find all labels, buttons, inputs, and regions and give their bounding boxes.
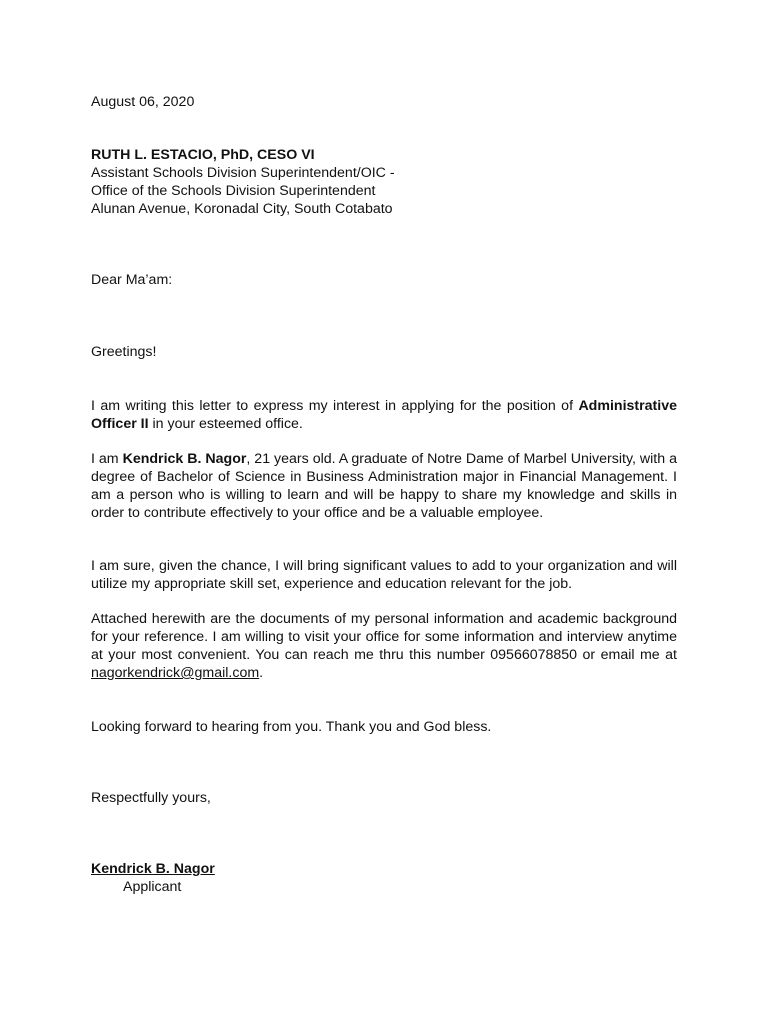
paragraph-intent bbox=[91, 397, 677, 433]
paragraph-intent-text-end: in your esteemed office. bbox=[148, 416, 303, 432]
paragraph-background-text: I am bbox=[91, 451, 123, 467]
paragraph-values: I am sure, given the chance, I will bring significant values to add to your organization and will utilize my appropriate skill set, experience and education relevant for the job. bbox=[91, 558, 677, 592]
salutation: Dear Ma’am: bbox=[91, 272, 173, 288]
closing-line: Looking forward to hearing from you. Thank you and God bless. bbox=[91, 719, 492, 735]
complimentary-close: Respectfully yours, bbox=[91, 790, 211, 806]
signature-block bbox=[91, 860, 677, 896]
paragraph-contact bbox=[91, 610, 677, 682]
greeting: Greetings! bbox=[91, 344, 157, 360]
recipient-address: Alunan Avenue, Koronadal City, South Cotabato bbox=[91, 201, 393, 217]
paragraph-contact-text: Attached herewith are the documents of my personal information and academic background for your reference. I am willing to visit your office for some information and interview anytime at your most convenient. You can reach me thru this number 09566078850 or email me at bbox=[91, 611, 677, 663]
paragraph-background-text-end: , 21 years old. A graduate of Notre Dame of Marbel University, with a degree of Bachelor of Science in Business Administration major in Financial Management. I am a person who is willing to learn and will be happy to share my knowledge and skills in order to contribute effectively to your office and be a valuable employee. bbox=[91, 451, 677, 521]
paragraph-intent-text: I am writing this letter to express my interest in applying for the position of bbox=[91, 398, 579, 414]
recipient-name: RUTH L. ESTACIO, PhD, CESO VI bbox=[91, 147, 315, 163]
recipient-title: Assistant Schools Division Superintendent/OIC - bbox=[91, 165, 395, 181]
email-link[interactable]: nagorkendrick@gmail.com bbox=[91, 665, 260, 681]
signature-name: Kendrick B. Nagor bbox=[91, 861, 215, 877]
position-title: Administrative Officer II bbox=[91, 398, 677, 432]
paragraph-contact-text-end: . bbox=[259, 665, 264, 681]
applicant-name: Kendrick B. Nagor bbox=[122, 451, 247, 467]
recipient-office: Office of the Schools Division Superintendent bbox=[91, 183, 376, 199]
recipient-block bbox=[91, 146, 677, 218]
paragraph-background bbox=[91, 450, 677, 522]
letter-date: August 06, 2020 bbox=[91, 94, 195, 110]
signature-role: Applicant bbox=[123, 879, 182, 895]
